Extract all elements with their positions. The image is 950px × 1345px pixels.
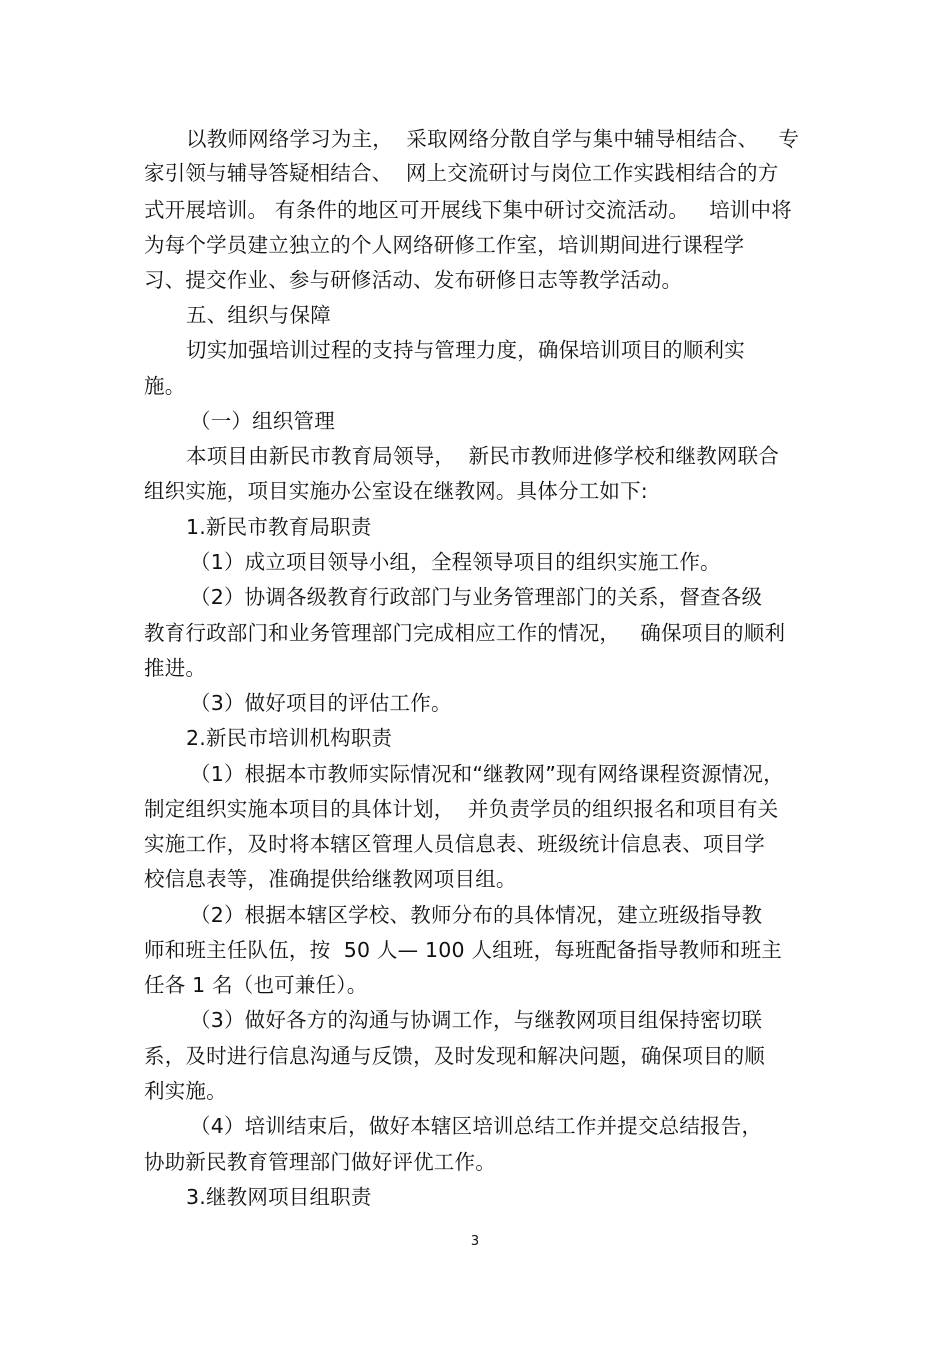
item-heading: 3.继教网项目组职责 [186, 1185, 372, 1209]
text-line: 习、提交作业、参与研修活动、发布研修日志等教学活动。 [144, 268, 683, 292]
item-heading: 1.新民市教育局职责 [186, 515, 372, 539]
text-line: （1）成立项目领导小组，全程领导项目的组织实施工作。 [190, 550, 721, 574]
text-line: 协助新民教育管理部门做好评优工作。 [144, 1150, 496, 1174]
page-number: 3 [470, 1234, 480, 1249]
text-line: 教育行政部门和业务管理部门完成相应工作的情况， 确保项目的顺利 [144, 621, 786, 645]
text-line: （3）做好各方的沟通与协调工作，与继教网项目组保持密切联 [190, 1008, 763, 1032]
text-line: 任各 1 名（也可兼任）。 [144, 973, 368, 997]
text-line: 师和班主任队伍，按 50 人— 100 人组班，每班配备指导教师和班主 [144, 938, 782, 962]
subsection-heading: （一）组织管理 [190, 409, 335, 433]
text-line: 为每个学员建立独立的个人网络研修工作室，培训期间进行课程学 [144, 233, 745, 257]
text-line: （2）根据本辖区学校、教师分布的具体情况，建立班级指导教 [190, 903, 763, 927]
text-line: 系，及时进行信息沟通与反馈，及时发现和解决问题，确保项目的顺 [144, 1044, 765, 1068]
text-line: 组织实施，项目实施办公室设在继教网。具体分工如下: [144, 479, 648, 503]
text-line: 校信息表等，准确提供给继教网项目组。 [144, 867, 517, 891]
text-line: 实施工作，及时将本辖区管理人员信息表、班级统计信息表、项目学 [144, 832, 765, 856]
text-line: （4）培训结束后，做好本辖区培训总结工作并提交总结报告， [190, 1114, 763, 1138]
text-line: 式开展培训。 有条件的地区可开展线下集中研讨交流活动。 培训中将 [144, 198, 792, 222]
text-line: 制定组织实施本项目的具体计划， 并负责学员的组织报名和项目有关 [144, 797, 779, 821]
text-line: 家引领与辅导答疑相结合、 网上交流研讨与岗位工作实践相结合的方 [144, 161, 779, 185]
text-line: （2）协调各级教育行政部门与业务管理部门的关系，督查各级 [190, 585, 763, 609]
text-line: 本项目由新民市教育局领导， 新民市教师进修学校和继教网联合 [186, 444, 780, 468]
section-heading: 五、组织与保障 [186, 303, 331, 327]
text-line: 推进。 [144, 656, 207, 680]
text-line: （1）根据本市教师实际情况和“继教网”现有网络课程资源情况， [190, 762, 784, 786]
text-line: 以教师网络学习为主， 采取网络分散自学与集中辅导相结合、 专 [186, 127, 800, 151]
text-line: 施。 [144, 374, 186, 398]
text-line: 切实加强培训过程的支持与管理力度，确保培训项目的顺利实 [186, 338, 745, 362]
item-heading: 2.新民市培训机构职责 [186, 726, 393, 750]
text-line: 利实施。 [144, 1079, 227, 1103]
text-line: （3）做好项目的评估工作。 [190, 691, 452, 715]
